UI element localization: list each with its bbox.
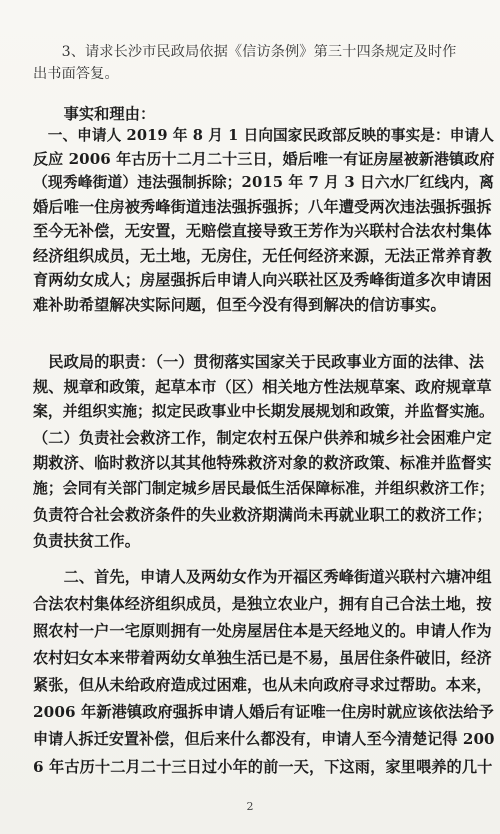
page-number: 2 <box>246 800 254 813</box>
text-line: 施；会同有关部门制定城乡居民最低生活保障标准，并组织救济工作； <box>33 480 494 497</box>
text-line: 负责符合社会救济条件的失业救济期满尚未再就业职工的救济工作； <box>33 506 492 524</box>
text-line-section-2: 二、首先，申请人及两幼女作为开福区秀峰街道兴联村六塘冲组 <box>33 568 492 586</box>
text-line: 至今无补偿，无安置，无赔偿直接导致王芳作为兴联村合法农村集体 <box>33 222 492 240</box>
text-line: 婚后唯一住房被秀峰街道违法强拆强拆；八年遭受两次违法强拆强拆 <box>33 198 492 216</box>
text-line: 农村妇女本来带着两幼女单独生活已是不易，虽居住条件破旧，经济 <box>33 649 492 667</box>
text-line: 合法农村集体经济组织成员，是独立农业户，拥有自己合法土地，按 <box>33 595 492 613</box>
text-line: 出书面答复。 <box>33 66 119 82</box>
text-line: 案，并组织实施；拟定民政事业中长期发展规划和政策，并监督实施。 <box>33 403 494 420</box>
text-line: 负责扶贫工作。 <box>33 532 141 550</box>
text-line-duties: 民政局的职责：（一）贯彻落实国家关于民政事业方面的法律、法 <box>33 353 485 371</box>
text-line-request-3: 3、请求长沙市民政局依据《信访条例》第三十四条规定及时作 <box>33 44 457 60</box>
text-line: 照农村一户一宅原则拥有一处房屋居住本是天经地义的。申请人作为 <box>33 622 492 640</box>
text-line: 规、规章和政策，起草本市（区）相关地方性法规草案、政府规章草 <box>33 378 492 396</box>
text-line: 经济组织成员，无土地，无房住，无任何经济来源，无法正常养育教 <box>33 247 492 265</box>
text-line: 紧张，但从未给政府造成过困难，也从未向政府寻求过帮助。本来， <box>33 676 492 694</box>
text-line: 育两幼女成人；房屋强拆后申请人向兴联社区及秀峰街道多次申请困 <box>33 271 492 289</box>
text-line: 6 年古历十二月二十三日过小年的前一天，下这雨，家里喂养的几十 <box>33 758 493 776</box>
text-line: 2006 年新港镇政府强拆申请人婚后有证唯一住房时就应该依法给予 <box>33 703 494 721</box>
section-heading-facts: 事实和理由： <box>33 105 156 123</box>
text-line: （现秀峰街道）违法强制拆除；2015 年 7 月 3 日六水厂红线内，离 <box>33 174 495 191</box>
text-line: 申请人拆迁安置补偿，但后来什么都没有，申请人至今清楚记得 200 <box>33 730 495 748</box>
text-line: 一、申请人 2019 年 8 月 1 日向国家民政部反映的事实是：申请人 <box>33 127 494 144</box>
text-line: 期救济、临时救济以其其他特殊救济对象的救济政策、标准并监督实 <box>33 454 492 472</box>
text-line: 反应 2006 年古历十二月二十三日，婚后唯一有证房屋被新港镇政府 <box>33 150 495 168</box>
text-line: （二）负责社会救济工作，制定农村五保户供养和城乡社会困难户定 <box>33 429 492 447</box>
text-line: 难补助希望解决实际问题，但至今没有得到解决的信访事实。 <box>33 296 446 314</box>
